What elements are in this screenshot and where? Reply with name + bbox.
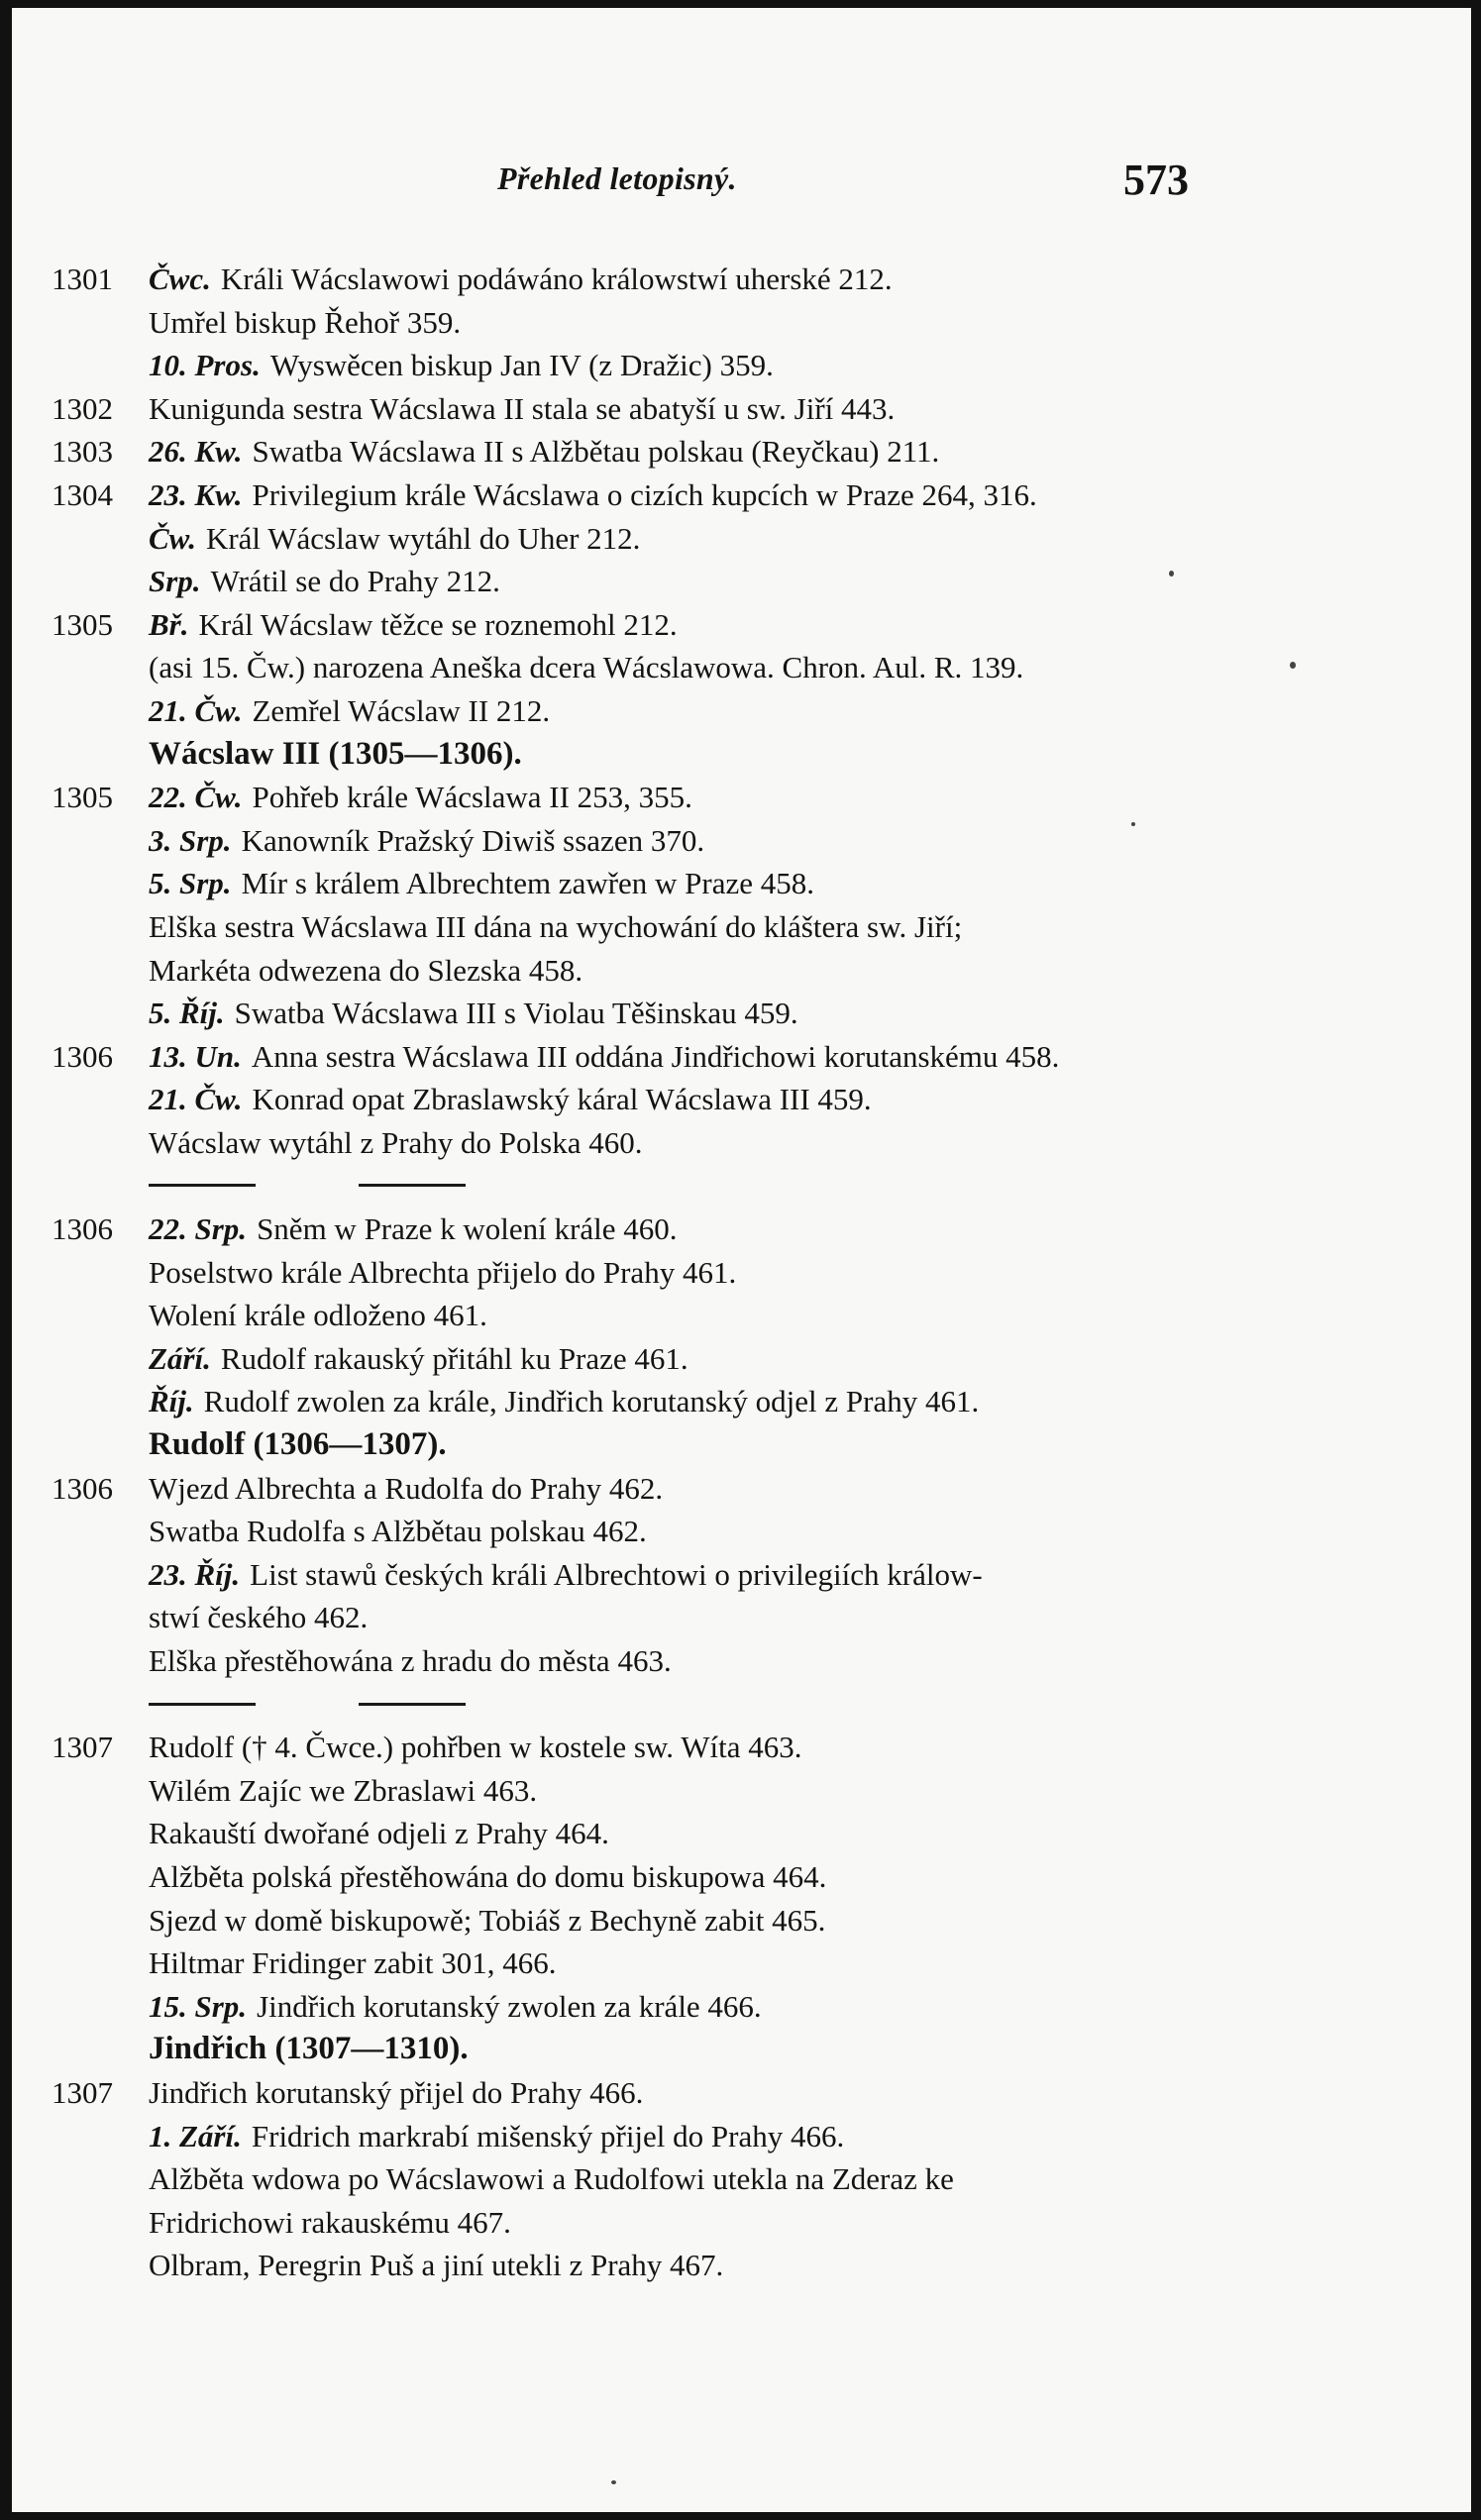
entry-text-block: [149, 1251, 736, 1295]
entry-text-block: [149, 1985, 762, 2029]
chronicle-line: [12, 517, 1471, 561]
print-speck: [1290, 662, 1296, 669]
chronicle-line: [12, 1035, 1471, 1079]
chronicle-line: [12, 1208, 1471, 1251]
entry-text: Elška přestěhowána z hradu do města 463.: [149, 1643, 672, 1678]
entry-year: 1306: [52, 1470, 113, 1506]
chronicle-line: [12, 1596, 1471, 1639]
entry-text: Sjezd w domě biskupowě; Tobiáš z Bechyně zabit 465.: [149, 1902, 826, 1938]
chronicle-line: [12, 1812, 1471, 1855]
entry-text-block: [149, 949, 582, 993]
entry-date: 5. Srp.: [149, 866, 232, 901]
entry-text: Fridrichowi rakauskému 467.: [149, 2204, 511, 2240]
entry-year: 1306: [52, 1038, 113, 1074]
chronicle-line: [12, 2201, 1471, 2245]
entry-text-block: [149, 1035, 1059, 1079]
chronicle-line: [12, 1899, 1471, 1942]
divider-rule: [359, 1703, 466, 1706]
entry-text: Zemřel Wácslaw II 212.: [252, 692, 551, 728]
entry-text: Wolení krále odloženo 461.: [149, 1298, 487, 1333]
running-title: Přehled letopisný.: [497, 160, 737, 196]
entry-text: Umřel biskup Řehoř 359.: [149, 304, 462, 340]
chronicle-line: [12, 689, 1471, 733]
entry-text: Králi Wácslawowi podáwáno králowstwí uherské 212.: [220, 262, 893, 296]
entry-text-block: [149, 1855, 826, 1899]
chronicle-line: [12, 1769, 1471, 1813]
print-speck: [1169, 571, 1174, 577]
chronicle-line: [12, 430, 1471, 473]
entry-year: 1305: [52, 780, 113, 815]
entry-text-block: [149, 1510, 647, 1553]
chronicle-line: [12, 560, 1471, 603]
entry-text: Jindřich korutanský zwolen za krále 466.: [257, 1988, 762, 2024]
entry-date: Srp.: [149, 564, 201, 599]
reign-heading-row: [12, 2028, 1471, 2071]
entry-text-block: [149, 430, 939, 473]
entry-text-block: [149, 1078, 872, 1121]
chronicle-line: [12, 2244, 1471, 2287]
entry-text: Rudolf († 4. Čwce.) pohřben w kostele sw. Wíta 463.: [149, 1730, 802, 1765]
entry-text: Kanowník Pražský Diwiš ssazen 370.: [241, 822, 705, 858]
chronicle-line: [12, 473, 1471, 517]
entry-year: 1303: [52, 434, 113, 470]
entry-text: Konrad opat Zbraslawský káral Wácslawa III 459.: [252, 1082, 872, 1117]
entry-text: Mír s králem Albrechtem zawřen w Praze 458.: [241, 866, 815, 901]
entry-text: Král Wácslaw těžce se roznemohl 212.: [198, 606, 678, 642]
entry-date: Říj.: [149, 1384, 194, 1419]
divider-rule: [149, 1184, 256, 1187]
entry-date: 3. Srp.: [149, 822, 232, 858]
reign-heading: [149, 733, 522, 777]
chronicle-line: [12, 1380, 1471, 1423]
entry-text: (asi 15. Čw.) narozena Aneška dcera Wácslawowa. Chron. Aul. R. 139.: [149, 650, 1024, 685]
entry-text-block: [149, 1121, 642, 1165]
entry-date: 13. Un.: [149, 1038, 242, 1074]
entry-text-block: [149, 1769, 537, 1813]
entry-year: 1306: [52, 1211, 113, 1247]
entry-date: 23. Kw.: [149, 476, 243, 512]
entry-text: Rakauští dwořané odjeli z Prahy 464.: [149, 1816, 609, 1851]
entry-text-block: [149, 1942, 557, 1985]
entry-date: 1. Září.: [149, 2118, 242, 2153]
chronicle-line: [12, 1078, 1471, 1121]
entry-text-block: [149, 819, 704, 863]
chronicle-line: [12, 2071, 1471, 2115]
entry-date: 21. Čw.: [149, 1082, 243, 1117]
entry-text-block: [149, 2115, 844, 2158]
entry-text: Markéta odwezena do Slezska 458.: [149, 952, 583, 988]
reign-heading-row: [12, 1423, 1471, 1467]
chronicle-line: [12, 1985, 1471, 2029]
print-speck: [611, 2480, 616, 2484]
entry-text: stwí českého 462.: [149, 1600, 369, 1635]
entry-text-block: [149, 2244, 723, 2287]
entry-text-block: [149, 776, 692, 819]
entry-text: Rudolf zwolen za krále, Jindřich korutanský odjel z Prahy 461.: [203, 1384, 980, 1419]
entry-text: Pohřeb krále Wácslawa II 253, 355.: [252, 780, 692, 815]
page-header: [12, 155, 1471, 214]
chronicle-line: [12, 1726, 1471, 1769]
entry-date: Září.: [149, 1340, 211, 1376]
divider-rule: [149, 1703, 256, 1706]
entry-date: Bř.: [149, 606, 189, 642]
entry-text-block: [149, 301, 461, 345]
entry-text: List stawů českých králi Albrechtowi o privilegiích králow-: [250, 1556, 983, 1592]
entry-text-block: [149, 344, 774, 387]
chronicle-line: [12, 1510, 1471, 1553]
reign-heading: [149, 2028, 469, 2071]
entry-text-block: [149, 517, 640, 561]
section-divider: [12, 1683, 1471, 1727]
entry-text-block: [149, 387, 895, 431]
entry-text: Poselstwo krále Albrechta přijelo do Prahy 461.: [149, 1254, 737, 1290]
entry-text: Wilém Zajíc we Zbraslawi 463.: [149, 1772, 538, 1808]
entry-text: Olbram, Peregrin Puš a jiní utekli z Prahy 467.: [149, 2248, 724, 2283]
entry-text-block: [149, 258, 893, 301]
entry-text-block: [149, 2071, 643, 2115]
entry-year: 1305: [52, 606, 113, 642]
entry-text: Privilegium krále Wácslawa o cizích kupcích w Praze 264, 316.: [252, 476, 1037, 512]
entry-text: Wjezd Albrechta a Rudolfa do Prahy 462.: [149, 1470, 664, 1506]
chronicle-line: [12, 387, 1471, 431]
section-divider: [12, 1164, 1471, 1208]
entry-text-block: [149, 473, 1037, 517]
entry-text: Wrátil se do Prahy 212.: [210, 564, 500, 599]
entry-year: 1302: [52, 390, 113, 426]
reign-heading: [149, 1423, 447, 1467]
entry-text: Swatba Wácslawa III s Violau Těšinskau 459.: [234, 996, 798, 1031]
chronicle-line: [12, 992, 1471, 1035]
reign-heading-row: [12, 733, 1471, 777]
chronicle-line: [12, 1467, 1471, 1511]
entry-date: Čw.: [149, 520, 196, 556]
entry-text: Swatba Rudolfa s Alžbětau polskau 462.: [149, 1514, 647, 1549]
entry-text-block: [149, 560, 500, 603]
entry-date: 5. Říj.: [149, 996, 225, 1031]
entry-text-block: [149, 992, 798, 1035]
entry-text: Jindřich korutanský přijel do Prahy 466.: [149, 2074, 644, 2110]
entry-year: 1307: [52, 2074, 113, 2110]
entry-text: Swatba Wácslawa II s Alžbětau polskau (Reyčkau) 211.: [252, 434, 940, 470]
entry-text-block: [149, 689, 550, 733]
chronicle-line: [12, 1855, 1471, 1899]
entry-date: 21. Čw.: [149, 692, 243, 728]
entry-text-block: [149, 1337, 688, 1381]
chronicle-line: [12, 646, 1471, 689]
entry-date: 23. Říj.: [149, 1556, 241, 1592]
entry-text-block: [149, 1294, 487, 1337]
chronicle-line: [12, 1251, 1471, 1295]
chronicle-line: [12, 258, 1471, 301]
entry-text: Sněm w Praze k wolení krále 460.: [257, 1211, 678, 1247]
entry-text: Wácslaw wytáhl z Prahy do Polska 460.: [149, 1124, 643, 1160]
entry-date: 22. Čw.: [149, 780, 243, 815]
entry-text-block: [149, 1899, 825, 1942]
entry-text: Jindřich (1307—1310).: [149, 2031, 469, 2067]
entry-year: 1307: [52, 1730, 113, 1765]
chronicle-line: [12, 949, 1471, 993]
page-number: 573: [1123, 156, 1189, 204]
chronicle-line: [12, 1294, 1471, 1337]
entry-text-block: [149, 2201, 511, 2245]
entry-text: Elška sestra Wácslawa III dána na wychowání do kláštera sw. Jiří;: [149, 908, 963, 944]
entry-text: Wácslaw III (1305—1306).: [149, 735, 522, 772]
entry-text-block: [149, 1726, 802, 1769]
entry-text: Wyswěcen biskup Jan IV (z Dražic) 359.: [269, 348, 774, 383]
entry-text-block: [149, 1467, 663, 1511]
entry-date: Čwc.: [149, 262, 211, 296]
entry-text: Fridrich markrabí mišenský přijel do Prahy 466.: [251, 2118, 845, 2153]
chronicle-line: [12, 344, 1471, 387]
entry-text: Král Wácslaw wytáhl do Uher 212.: [205, 520, 641, 556]
entry-date: 10. Pros.: [149, 348, 261, 383]
chronicle-line: [12, 603, 1471, 647]
entry-text-block: [149, 603, 678, 647]
chronology-entries: [12, 258, 1471, 2287]
entry-text-block: [149, 2157, 954, 2201]
entry-year: 1301: [52, 262, 113, 296]
entry-text-block: [149, 1596, 368, 1639]
entry-year: 1304: [52, 476, 113, 512]
print-speck: [1131, 822, 1135, 826]
entry-text-block: [149, 1639, 672, 1683]
entry-date: 26. Kw.: [149, 434, 243, 470]
entry-text: Alžběta polská přestěhowána do domu biskupowa 464.: [149, 1858, 827, 1894]
entry-text: Rudolf (1306—1307).: [149, 1426, 447, 1463]
chronicle-line: [12, 862, 1471, 905]
chronicle-line: [12, 819, 1471, 863]
entry-text-block: [149, 1208, 677, 1251]
entry-text: Rudolf rakauský přitáhl ku Praze 461.: [220, 1340, 688, 1376]
chronicle-line: [12, 2157, 1471, 2201]
entry-date: 22. Srp.: [149, 1211, 248, 1247]
entry-text-block: [149, 646, 1023, 689]
chronicle-line: [12, 301, 1471, 345]
chronicle-line: [12, 1942, 1471, 1985]
entry-text-block: [149, 1812, 609, 1855]
entry-text-block: [149, 1380, 979, 1423]
chronicle-line: [12, 2115, 1471, 2158]
entry-text: Anna sestra Wácslawa III oddána Jindřichowi korutanskému 458.: [251, 1038, 1060, 1074]
divider-rule: [359, 1184, 466, 1187]
chronicle-line: [12, 776, 1471, 819]
entry-text: Kunigunda sestra Wácslawa II stala se abatyší u sw. Jiří 443.: [149, 390, 896, 426]
book-page: [12, 8, 1471, 2512]
chronicle-line: [12, 1639, 1471, 1683]
entry-text-block: [149, 862, 814, 905]
chronicle-line: [12, 905, 1471, 949]
entry-text-block: [149, 905, 962, 949]
entry-text-block: [149, 1553, 983, 1597]
entry-text: Hiltmar Fridinger zabit 301, 466.: [149, 1945, 557, 1981]
entry-date: 15. Srp.: [149, 1988, 248, 2024]
entry-text: Alžběta wdowa po Wácslawowi a Rudolfowi utekla na Zderaz ke: [149, 2161, 954, 2197]
chronicle-line: [12, 1337, 1471, 1381]
chronicle-line: [12, 1121, 1471, 1165]
chronicle-line: [12, 1553, 1471, 1597]
